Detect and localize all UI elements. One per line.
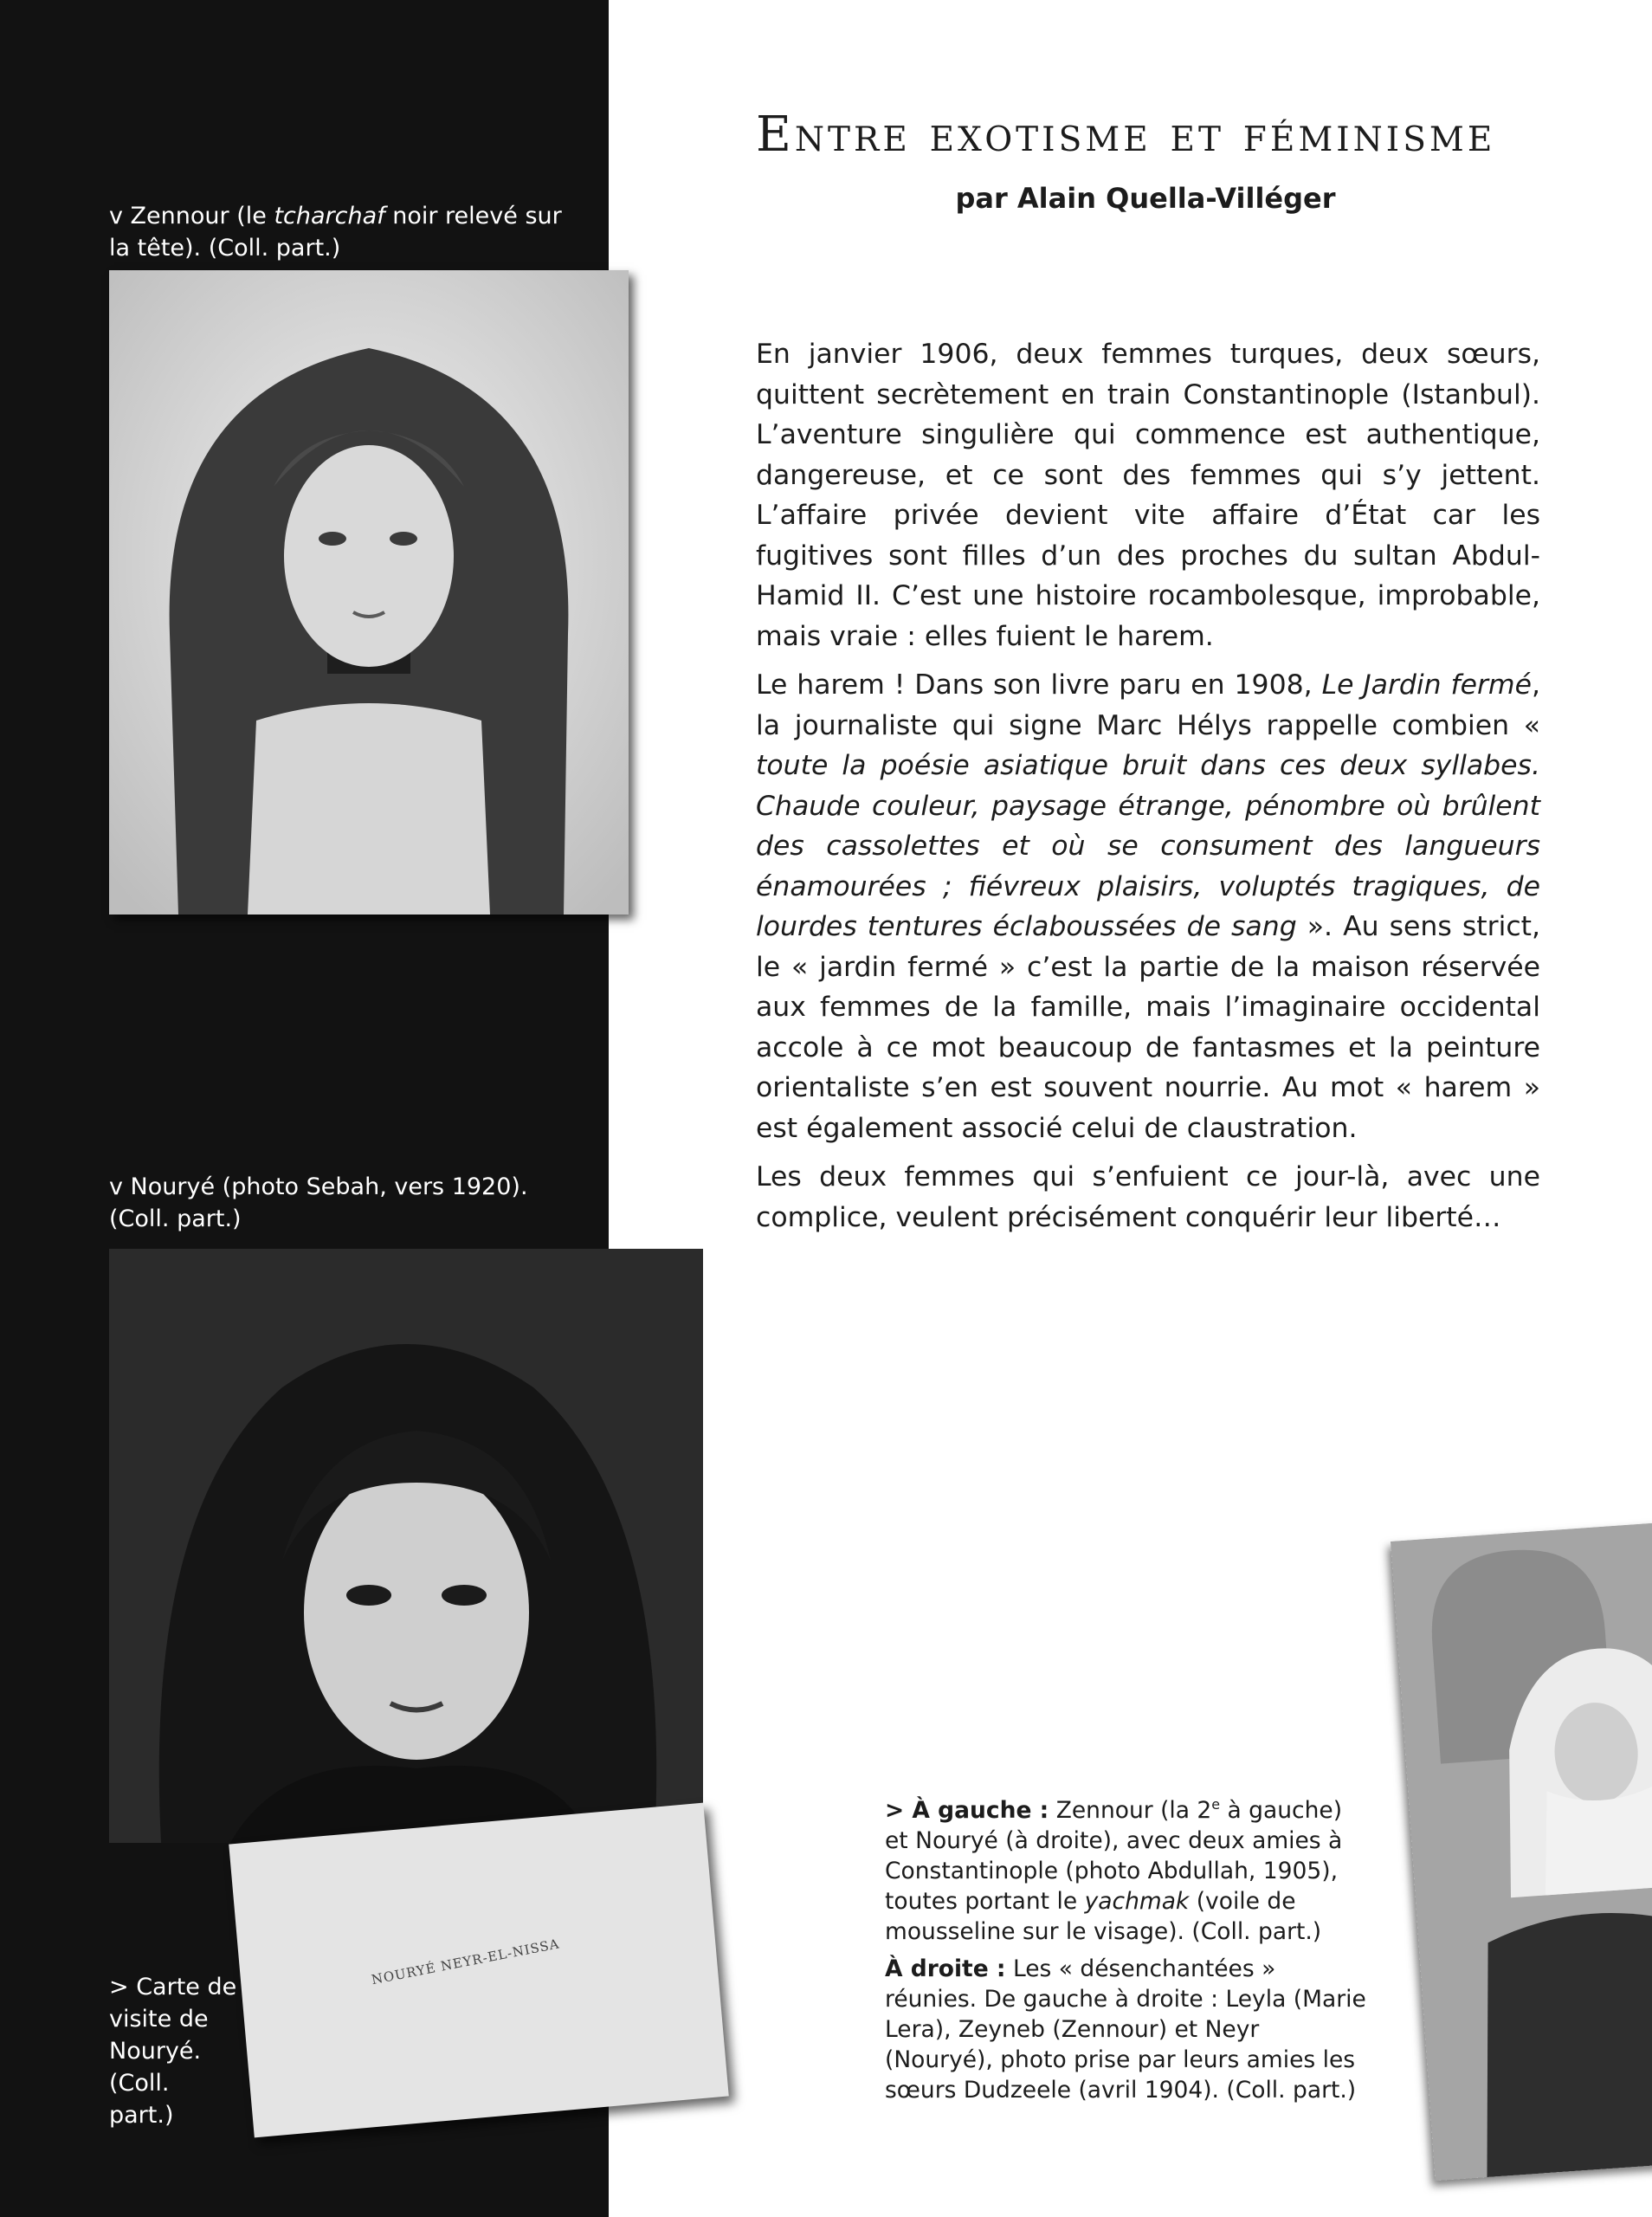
photo-desenchantees bbox=[1391, 1518, 1652, 2181]
paragraph-1: En janvier 1906, deux femmes turques, deux sœurs, quittent secrètement en train Constantinople (Istanbul). L’aventure singulière qui commence est authentique, dangereuse, et ce sont des femmes qui s’y jettent. L’affaire privée devient vite affaire d’État car les fugitives sont filles d’un des proches du sultan Abdul-Hamid II. C’est une histoire rocambolesque, improbable, mais vraie : elles fuient le harem. bbox=[756, 339, 1540, 652]
caption-zennour: v Zennour (le tcharchaf noir relevé sur la tête). (Coll. part.) bbox=[109, 203, 562, 262]
card-name: NOURYÉ NEYR-EL-NISSA bbox=[370, 1936, 561, 1988]
photo-zennour bbox=[109, 270, 629, 915]
article-title: Entre exotisme et féminisme bbox=[756, 107, 1496, 163]
caption-carte: > Carte de visite de Nouryé. (Coll. part.) bbox=[109, 1974, 237, 2129]
caption-right-photo: À droite : Les « désenchantées » réunies. De gauche à droite : Leyla (Marie Lera), Zeyneb (Zennour) et Neyr (Nouryé), photo prise par leurs amies les sœurs Dudzeele (avril 1904). (Coll. part.) bbox=[885, 1955, 1366, 2104]
visiting-card bbox=[229, 1803, 729, 2138]
article-author: par Alain Quella-Villéger bbox=[955, 182, 1336, 215]
photo-nourye bbox=[109, 1249, 703, 1843]
caption-left-photo: > À gauche : Zennour (la 2e à gauche) et Nouryé (à droite), avec deux amies à Constantinople (photo Abdullah, 1905), toutes portant le yachmak (voile de mousseline sur le visage). (Coll. part.) bbox=[885, 1796, 1343, 1945]
caption-photos-bottom bbox=[885, 1795, 1370, 2112]
paragraph-2: Le harem ! Dans son livre paru en 1908, Le Jardin fermé, la journaliste qui signe Marc Hélys rappelle combien « toute la poésie asiatique bruit dans ces deux syllabes. Chaude couleur, paysage étrange, pénombre où brûlent des cassolettes et où se consument des langueurs énamourées ; fiévreux plaisirs, voluptés tragiques, de lourdes tentures éclaboussées de sang ». Au sens strict, le « jardin fermé » c’est la partie de la maison réservée aux femmes de la famille, mais l’imaginaire occidental accole à ce mot beaucoup de fantasmes et la peinture orientaliste s’en est souvent nourrie. Au mot « harem » est également associé celui de claustration. bbox=[756, 669, 1540, 1144]
caption-nourye: v Nouryé (photo Sebah, vers 1920). (Coll. part.) bbox=[109, 1173, 528, 1232]
paragraph-3: Les deux femmes qui s’enfuient ce jour-là, avec une complice, veulent précisément conquérir leur liberté… bbox=[756, 1161, 1540, 1233]
article-body bbox=[756, 334, 1540, 1246]
